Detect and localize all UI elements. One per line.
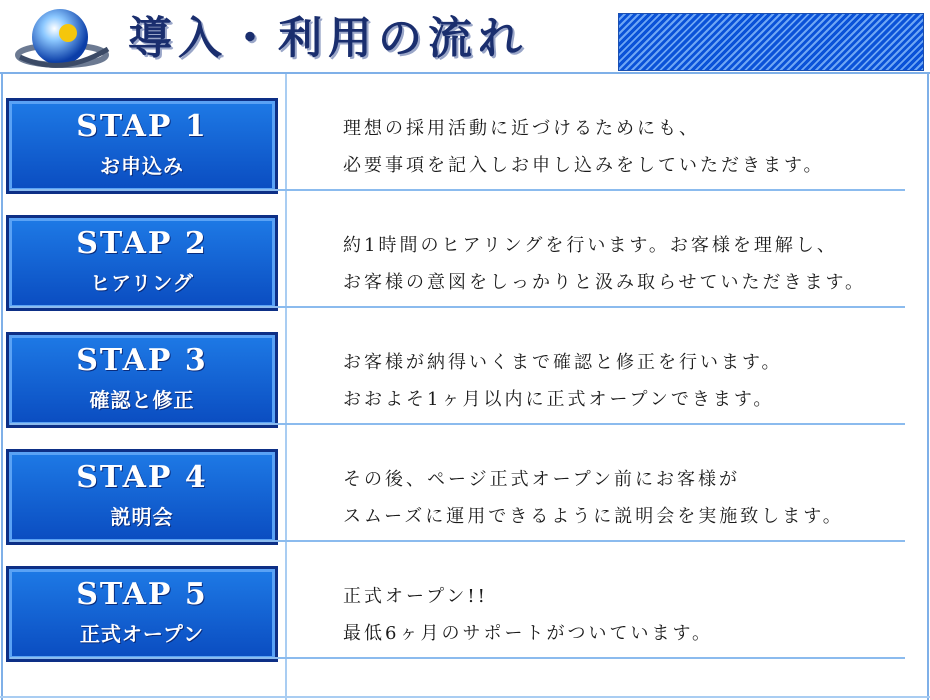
step-label: STAP 4: [76, 460, 208, 495]
step-label: STAP 1: [76, 109, 208, 144]
step-4-row: [0, 425, 930, 542]
page-title: 導入・利用の流れ: [128, 13, 528, 64]
step-label: STAP 5: [76, 577, 208, 612]
description-line: 約1時間のヒアリングを行います。お客様を理解し、: [343, 235, 838, 256]
step-name: 確認と修正: [89, 388, 195, 412]
bottom-divider: [0, 696, 930, 698]
description-line: 理想の採用活動に近づけるためにも、: [343, 118, 700, 139]
description-line: お客様が納得いくまで確認と修正を行います。: [343, 352, 783, 373]
row-divider: [10, 657, 905, 659]
step-label: STAP 2: [76, 226, 208, 261]
step-description: [343, 344, 923, 418]
step-3-badge: [6, 332, 278, 428]
description-line: お客様の意図をしっかりと汲み取らせていただきます。: [343, 272, 867, 293]
globe-logo-icon: [10, 3, 118, 75]
step-1-row: [0, 74, 930, 191]
description-line: 正式オープン!!: [343, 586, 488, 607]
step-name: ヒアリング: [90, 271, 194, 295]
step-name: 正式オープン: [79, 622, 205, 646]
step-2-badge: [6, 215, 278, 311]
step-1-badge: [6, 98, 278, 194]
description-line: 最低6ヶ月のサポートがついています。: [343, 623, 714, 644]
description-line: スムーズに運用できるように説明会を実施致します。: [343, 506, 844, 527]
step-description: [343, 461, 923, 535]
page-header: [0, 0, 930, 80]
step-label: STAP 3: [76, 343, 208, 378]
description-line: おおよそ1ヶ月以内に正式オープンできます。: [343, 389, 775, 410]
step-description: [343, 578, 923, 652]
description-line: 必要事項を記入しお申し込みをしていただきます。: [343, 155, 825, 176]
step-name: 説明会: [110, 505, 174, 529]
step-2-row: [0, 191, 930, 308]
step-description: [343, 110, 923, 184]
step-3-row: [0, 308, 930, 425]
description-line: その後、ページ正式オープン前にお客様が: [343, 469, 741, 490]
step-name: お申込み: [100, 154, 184, 178]
step-description: [343, 227, 923, 301]
step-5-badge: [6, 566, 278, 662]
header-stripe-bar: [618, 13, 924, 71]
step-5-row: [0, 542, 930, 659]
step-4-badge: [6, 449, 278, 545]
